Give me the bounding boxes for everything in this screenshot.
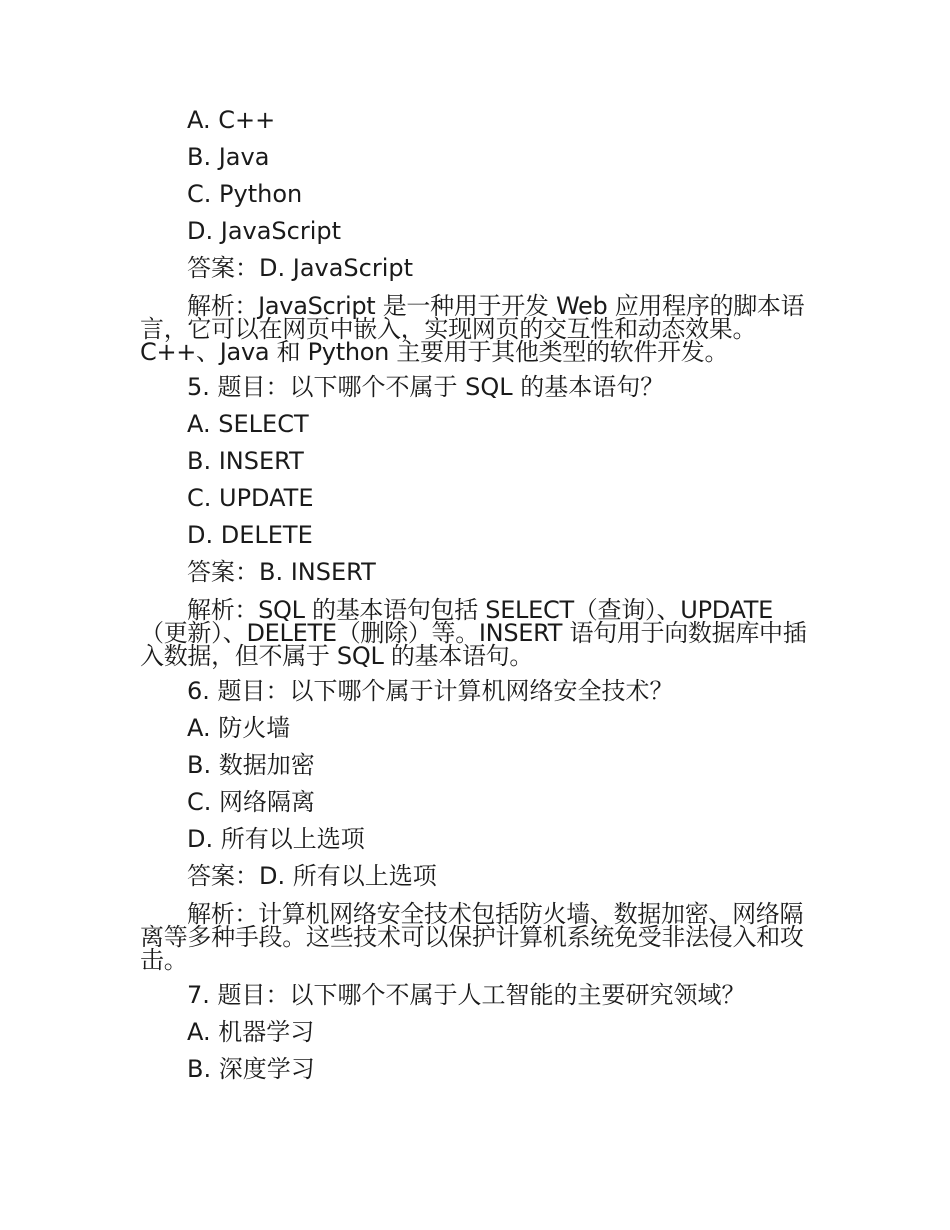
option-line: D. DELETE xyxy=(187,521,313,549)
option-line: C. Python xyxy=(187,180,303,208)
option-line: D. 所有以上选项 xyxy=(187,825,365,853)
option-line: B. Java xyxy=(187,143,270,171)
option-line: C. UPDATE xyxy=(187,484,314,512)
question-line: 6. 题目：以下哪个属于计算机网络安全技术？ xyxy=(187,677,674,705)
answer-line: 答案：D. 所有以上选项 xyxy=(187,862,437,890)
option-line: A. C++ xyxy=(187,106,276,134)
answer-line: 答案：B. INSERT xyxy=(187,558,376,586)
explanation-paragraph: 解析：JavaScript 是一种用于开发 Web 应用程序的脚本语言，它可以在网页中嵌入，实现网页的交互性和动态效果。C++、Java 和 Python 主要用于其他类型的软件开发。 xyxy=(140,292,805,366)
option-line: A. SELECT xyxy=(187,410,309,438)
option-line: B. INSERT xyxy=(187,447,304,475)
question-line: 7. 题目：以下哪个不属于人工智能的主要研究领域？ xyxy=(187,981,746,1009)
explanation-paragraph: 解析：计算机网络安全技术包括防火墙、数据加密、网络隔离等多种手段。这些技术可以保护计算机系统免受非法侵入和攻击。 xyxy=(140,900,804,974)
option-line: B. 数据加密 xyxy=(187,751,315,779)
answer-line: 答案：D. JavaScript xyxy=(187,254,414,282)
option-line: A. 机器学习 xyxy=(187,1018,315,1046)
option-line: C. 网络隔离 xyxy=(187,788,316,816)
option-line: D. JavaScript xyxy=(187,217,342,245)
question-line: 5. 题目：以下哪个不属于 SQL 的基本语句？ xyxy=(187,373,665,401)
option-line: A. 防火墙 xyxy=(187,714,291,742)
explanation-paragraph: 解析：SQL 的基本语句包括 SELECT（查询）、UPDATE（更新）、DELETE（删除）等。INSERT 语句用于向数据库中插入数据，但不属于 SQL 的基本语句。 xyxy=(140,596,807,670)
option-line: B. 深度学习 xyxy=(187,1055,315,1083)
